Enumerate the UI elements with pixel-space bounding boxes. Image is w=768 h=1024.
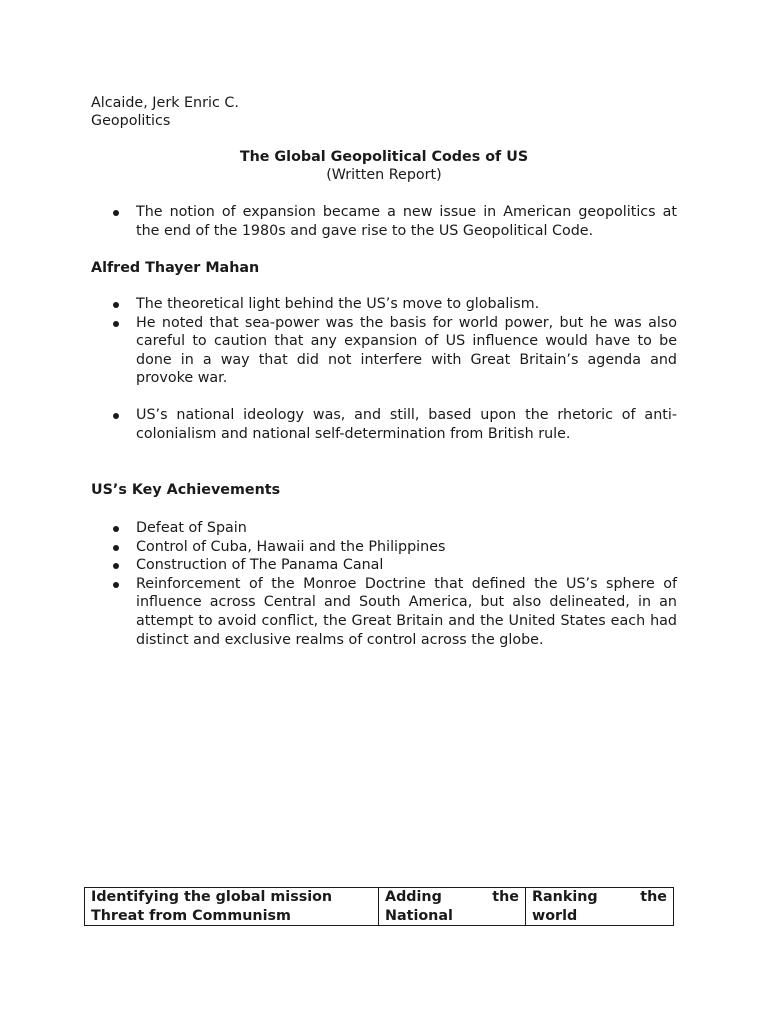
cell-line: Threat from Communism [91, 907, 291, 924]
table-cell-ranking [526, 888, 674, 926]
cell-line [532, 888, 667, 907]
list-item: Reinforcement of the Monroe Doctrine that defined the US’s sphere of influence across Central and South America, but also delineated, in an attempt to avoid conflict, the Great Britain and the United States each had distinct and exclusive realms of control across the globe. [91, 575, 677, 649]
list-item: The notion of expansion became a new issue in American geopolitics at the end of the 1980s and gave rise to the US Geopolitical Code. [91, 203, 677, 240]
list-item: The theoretical light behind the US’s move to globalism. [91, 295, 677, 314]
table-row [85, 888, 674, 926]
document-subtitle: (Written Report) [326, 167, 442, 183]
cell-line: Identifying the global mission [91, 889, 333, 905]
cell-line: National [385, 907, 453, 924]
cell-word: the [640, 889, 667, 905]
section-heading-mahan: Alfred Thayer Mahan [91, 260, 260, 276]
cell-word: the [492, 889, 519, 905]
table-cell-national [379, 888, 526, 926]
course-name: Geopolitics [91, 113, 171, 129]
cell-word: Ranking [532, 889, 598, 905]
achievements-list [91, 519, 677, 649]
document-title: The Global Geopolitical Codes of US [239, 149, 529, 165]
list-item: US’s national ideology was, and still, based upon the rhetoric of anti-colonialism and national self-determination from British rule. [91, 406, 677, 443]
list-item: Control of Cuba, Hawaii and the Philippines [91, 538, 677, 557]
list-item: He noted that sea-power was the basis for world power, but he was also careful to caution that any expansion of US influence would have to be done in a way that did not interfere with Great Britain’s agenda and provoke war. [91, 314, 677, 388]
intro-list [91, 203, 677, 240]
cell-word: Adding [385, 889, 442, 905]
geopolitical-code-table [84, 887, 674, 926]
author-name: Alcaide, Jerk Enric C. [91, 95, 239, 111]
list-item: Construction of The Panama Canal [91, 556, 677, 575]
list-item: Defeat of Spain [91, 519, 677, 538]
section-heading-achievements: US’s Key Achievements [91, 482, 281, 498]
mahan-list [91, 295, 677, 443]
cell-line [385, 888, 519, 907]
cell-line: world [532, 907, 578, 924]
table-cell-global-mission [85, 888, 379, 926]
